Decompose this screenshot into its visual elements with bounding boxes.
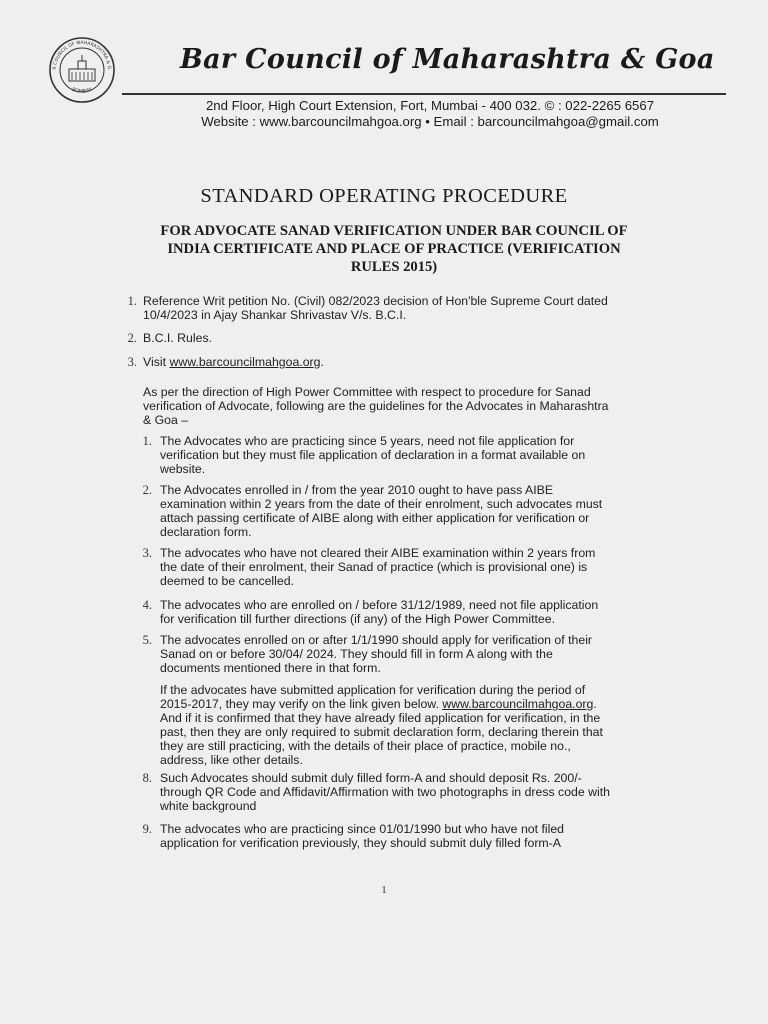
guideline-text: examination within 2 years from the date of their enrolment, such advocates must <box>160 497 603 511</box>
intro-text: As per the direction of High Power Committee with respect to procedure for Sanad <box>143 385 591 399</box>
document-subtitle: FOR ADVOCATE SANAD VERIFICATION UNDER BAR COUNCIL OF INDIA CERTIFICATE AND PLACE OF PRACTICE (VERIFICATION RULES 2015) <box>160 223 628 275</box>
letterhead-divider <box>122 93 726 95</box>
intro-text: verification of Advocate, following are the guidelines for the Advocates in Maharashtra <box>143 399 609 413</box>
website-link[interactable]: www.barcouncilmahgoa.org <box>442 697 594 711</box>
svg-text:BOMBAY <box>71 86 94 94</box>
bar-council-seal-logo <box>48 36 116 104</box>
guideline-text: The advocates who are practicing since 01/01/1990 but who have not filed <box>160 822 565 836</box>
page-number: 1 <box>381 884 387 896</box>
paragraph-text: past, then they are only required to submit declaration form, declaring therein that <box>160 725 603 739</box>
guideline-text: The advocates enrolled on or after 1/1/1990 should apply for verification of their <box>160 633 593 647</box>
guideline-text: The Advocates who are practicing since 5 years, need not file application for <box>160 434 575 448</box>
seal-bottom-text: BOMBAY <box>70 86 94 95</box>
reference-text: Reference Writ petition No. (Civil) 082/2023 decision of Hon'ble Supreme Court dated <box>143 294 608 308</box>
website-link[interactable]: www.barcouncilmahgoa.org <box>169 355 321 369</box>
guideline-text: documents mentioned there in that form. <box>160 661 381 675</box>
paragraph-prefix: 2015-2017, they may verify on the link given below. <box>160 697 443 711</box>
reference-number: 1. <box>127 294 137 308</box>
reference-text: B.C.I. Rules. <box>143 331 213 345</box>
organization-contact: Website : www.barcouncilmahgoa.org • Email : barcouncilmahgoa@gmail.com <box>201 114 659 129</box>
guideline-text: white background <box>160 799 257 813</box>
paragraph-text: If the advocates have submitted application for verification during the period of <box>160 683 586 697</box>
guideline-text: The Advocates enrolled in / from the year 2010 ought to have pass AIBE <box>160 483 554 497</box>
visit-prefix: Visit <box>143 355 170 369</box>
reference-number: 3. <box>127 355 137 369</box>
seal-top-text: R COUNCIL OF MAHARASHTRA & G <box>52 40 112 70</box>
reference-text <box>143 355 324 370</box>
guideline-text: The advocates who are enrolled on / before 31/12/1989, need not file application <box>160 598 599 612</box>
reference-text: 10/4/2023 in Ajay Shankar Shrivastav V/s. B.C.I. <box>143 308 407 322</box>
guideline-text: Such Advocates should submit duly filled form-A and should deposit Rs. 200/- <box>160 771 582 785</box>
paragraph-text <box>160 697 597 712</box>
guideline-number: 1. <box>142 434 152 448</box>
guideline-number: 5. <box>142 633 152 647</box>
guideline-text: the date of their enrolment, their Sanad of practice (which is provisional one) is <box>160 560 588 574</box>
guideline-text: declaration form. <box>160 525 252 539</box>
organization-address: 2nd Floor, High Court Extension, Fort, Mumbai - 400 032. © : 022-2265 6567 <box>205 98 655 113</box>
guideline-text: for verification till further directions (if any) of the High Power Committee. <box>160 612 556 626</box>
svg-text:BAR COUNCIL OF MAHARASHTRA & G <box>48 36 112 70</box>
guideline-number: 9. <box>142 822 152 836</box>
document-title: STANDARD OPERATING PROCEDURE <box>200 185 568 207</box>
guideline-text: application for verification previously, they should submit duly filled form-A <box>160 836 561 850</box>
guideline-text: website. <box>160 462 206 476</box>
guideline-number: 8. <box>142 771 152 785</box>
guideline-text: attach passing certificate of AIBE along with either application for verification or <box>160 511 590 525</box>
paragraph-suffix: . <box>593 697 597 711</box>
organization-name: Bar Council of Maharashtra & Goa <box>180 44 715 75</box>
guideline-number: 2. <box>142 483 152 497</box>
guideline-text: through QR Code and Affidavit/Affirmation with two photographs in dress code with <box>160 785 611 799</box>
paragraph-text: address, like other details. <box>160 753 303 767</box>
visit-suffix: . <box>320 355 324 369</box>
paragraph-text: And if it is confirmed that they have already filed application for verification, in the <box>160 711 601 725</box>
reference-number: 2. <box>127 331 137 345</box>
guideline-text: verification but they must file application of declaration in a format available on <box>160 448 586 462</box>
guideline-text: deemed to be cancelled. <box>160 574 294 588</box>
intro-text: & Goa – <box>143 413 189 427</box>
guideline-text: Sanad on or before 30/04/ 2024. They should fill in form A along with the <box>160 647 553 661</box>
guideline-number: 4. <box>142 598 152 612</box>
guideline-number: 3. <box>142 546 152 560</box>
paragraph-text: they are still practicing, with the details of their place of practice, mobile no., <box>160 739 571 753</box>
guideline-text: The advocates who have not cleared their AIBE examination within 2 years from <box>160 546 596 560</box>
